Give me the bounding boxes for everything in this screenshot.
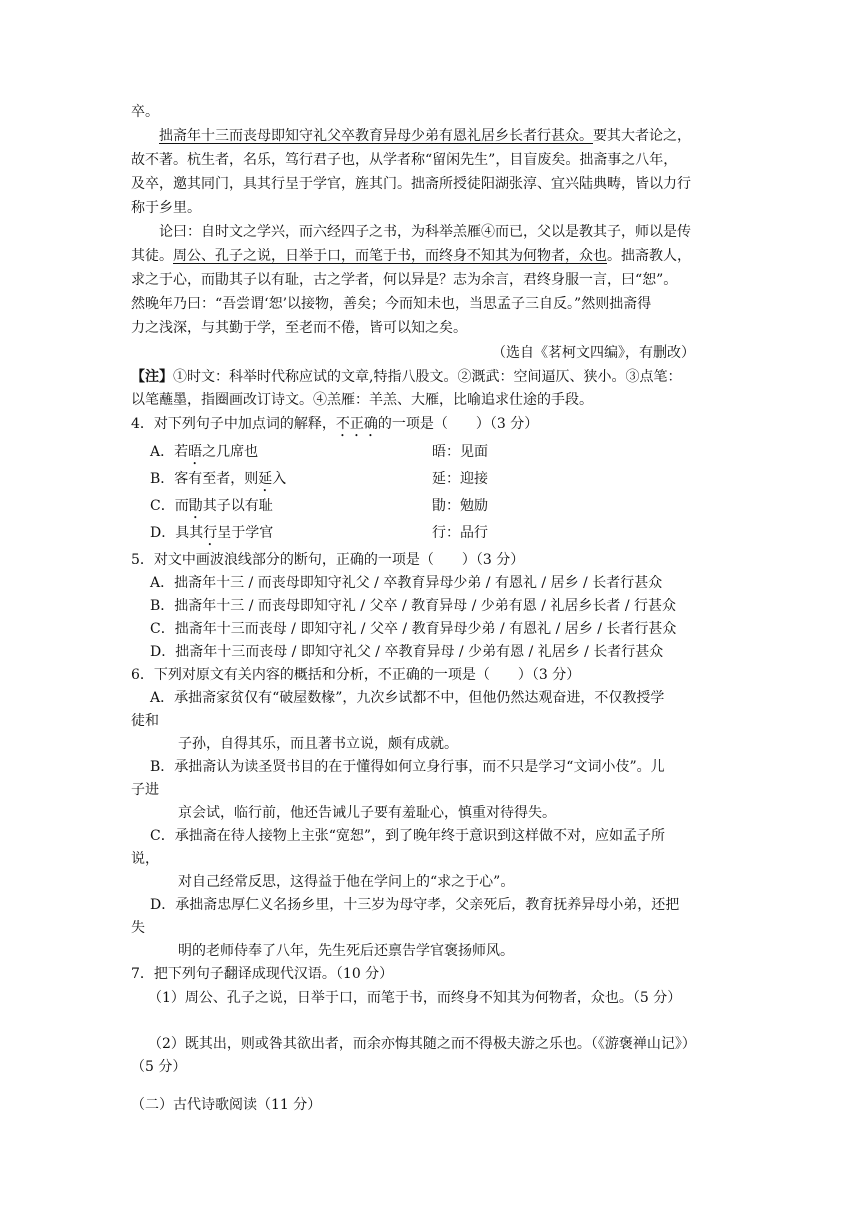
q4-option-c: C．而勖其子以有耻 — [150, 498, 273, 514]
passage-line: 力之浅深，与其勤于学，至老而不倦，皆可以知之矣。 — [131, 320, 467, 336]
q6-option-a-cont: 子孙，自得其乐，而且著书立说，颇有成就。 — [178, 736, 458, 752]
passage-line: 及卒，邀其同门，具其行呈于学官，旌其门。拙斋所授徒阳湖张淳、宜兴陆典畴，皆以力行 — [131, 176, 691, 192]
passage-line — [131, 245, 691, 267]
dotted-word: 延 — [258, 471, 273, 487]
q6-option-d-cont: 失 — [131, 920, 145, 936]
q6-option-d-cont: 明的老师侍奉了八年，先生死后还禀告学官褒扬师风。 — [178, 943, 514, 959]
q4-option-c-explanation: 勖：勉励 — [432, 498, 488, 514]
question-6-stem: 6．下列对原文有关内容的概括和分析，不正确的一项是（ ）（3 分） — [131, 667, 581, 683]
q6-option-a-cont: 徒和 — [131, 713, 159, 729]
passage-line: 论曰：自时文之学兴，而六经四子之书，为科举羔雁④而已，父以是教其子，师以是传 — [159, 224, 691, 240]
section-heading: （二）古代诗歌阅读（11 分） — [131, 1097, 322, 1113]
underlined-sentence: 拙斋年十三而丧母即知守礼父卒教育异母少弟有恩礼居乡长者行甚众。 — [159, 128, 593, 144]
q4-option-a: A．若晤之几席也 — [150, 444, 259, 460]
underlined-sentence: 周公、孔子之说，日举于口，而笔于书，而终身不知其为何物者，众也 — [173, 248, 607, 264]
q6-option-c: C．承拙斋在待人接物上主张“宽恕”，到了晚年终于意识到这样做不对，应如孟子所 — [150, 828, 666, 844]
emphasis-text: 不正确 — [335, 416, 378, 432]
dotted-word: 勖 — [188, 498, 203, 514]
note-label: 【注】 — [131, 369, 173, 385]
q7-sentence-1: （1）周公、孔子之说，日举于口，而笔于书，而终身不知其为何物者，众也。（5 分） — [148, 990, 682, 1006]
q6-option-a: A．承拙斋家贫仅有“破屋数椽”，九次乡试都不中，但他仍然达观奋进，不仅教授学 — [150, 690, 665, 706]
q6-option-c-cont: 对自己经常反思，这得益于他在学问上的“求之于心”。 — [178, 874, 515, 890]
note-line — [131, 366, 681, 388]
passage-line: 称于乡里。 — [131, 200, 201, 216]
passage-line: 然晚年乃曰：“吾尝谓‘恕’以接物，善矣；今而知未也，当思孟子三自反。”然则拙斋得 — [131, 296, 652, 312]
note-line: 以笔蘸墨，指圈画改订诗文。④羔雁：羊羔、大雁，比喻追求仕途的手段。 — [131, 392, 593, 408]
q6-option-c-cont: 说， — [131, 851, 159, 867]
q4-option-a-explanation: 晤：见面 — [432, 444, 488, 460]
q5-option-c: C．拙斋年十三而丧母 / 即知守礼 / 父卒 / 教育异母少弟 / 有恩礼 / 居乡 / 长者行甚众 — [150, 621, 677, 637]
note-text: ①时文：科举时代称应试的文章,特指八股文。②溉武：空间逼仄、狭小。③点笔： — [173, 369, 682, 385]
q4-option-b-explanation: 延：迎接 — [432, 471, 488, 487]
question-4-stem: 4．对下列句子中加点词的解释，不正确的一项是（ ）（3 分） — [131, 416, 539, 432]
q5-option-b: B．拙斋年十三 / 而丧母即知守礼 / 父卒 / 教育异母 / 少弟有恩 / 礼居乡长者 / 行甚众 — [150, 598, 676, 614]
passage-line: 求之于心，而勖其子以有耻，古之学者，何以异是？志为余言，君终身服一言，曰“恕”。 — [131, 272, 678, 288]
passage-source: （选自《茗柯文四编》，有删改） — [492, 345, 695, 361]
dotted-word: 晤 — [188, 444, 203, 460]
passage-line — [159, 125, 691, 147]
q7-sentence-2: （2）既其出，则或咎其欲出者，而余亦悔其随之而不得极夫游之乐也。（《游褒禅山记》） — [148, 1036, 696, 1052]
q7-sentence-2-score: （5 分） — [131, 1059, 187, 1075]
q6-option-d: D．承拙斋忠厚仁义名扬乡里，十三岁为母守孝，父亲死后，教育抚养异母小弟，还把 — [150, 897, 680, 913]
q6-option-b-cont: 京会试，临行前，他还告诫儿子要有羞耻心，慎重对待得失。 — [178, 805, 556, 821]
q6-option-b-cont: 子进 — [131, 782, 159, 798]
q4-option-d-explanation: 行：品行 — [432, 525, 488, 541]
q4-option-b: B．客有至者，则延入 — [150, 471, 287, 487]
passage-text: 要其大者论之， — [593, 128, 691, 144]
passage-line: 故不著。杭生者，名乐，笃行君子也，从学者称“留闲先生”，目盲废矣。拙斋事之八年， — [131, 152, 678, 168]
dotted-word: 行 — [203, 525, 218, 541]
question-7-stem: 7．把下列句子翻译成现代汉语。（10 分） — [131, 966, 394, 982]
q6-option-b: B．承拙斋认为读圣贤书目的在于懂得如何立身行事，而不只是学习“文词小伎”。儿 — [150, 759, 665, 775]
passage-text: 其徒。 — [131, 248, 173, 264]
q5-option-d: D．拙斋年十三而丧母 / 即知守礼父 / 卒教育异母 / 少弟有恩 / 礼居乡 / 长者行甚众 — [150, 644, 664, 660]
question-5-stem: 5．对文中画波浪线部分的断句，正确的一项是（ ）（3 分） — [131, 552, 525, 568]
q5-option-a: A．拙斋年十三 / 而丧母即知守礼父 / 卒教育异母少弟 / 有恩礼 / 居乡 / 长者行甚众 — [150, 575, 663, 591]
passage-text: 。拙斋教人， — [607, 248, 691, 264]
passage-line: 卒。 — [131, 104, 159, 120]
q4-option-d: D．具其行呈于学官 — [150, 525, 274, 541]
